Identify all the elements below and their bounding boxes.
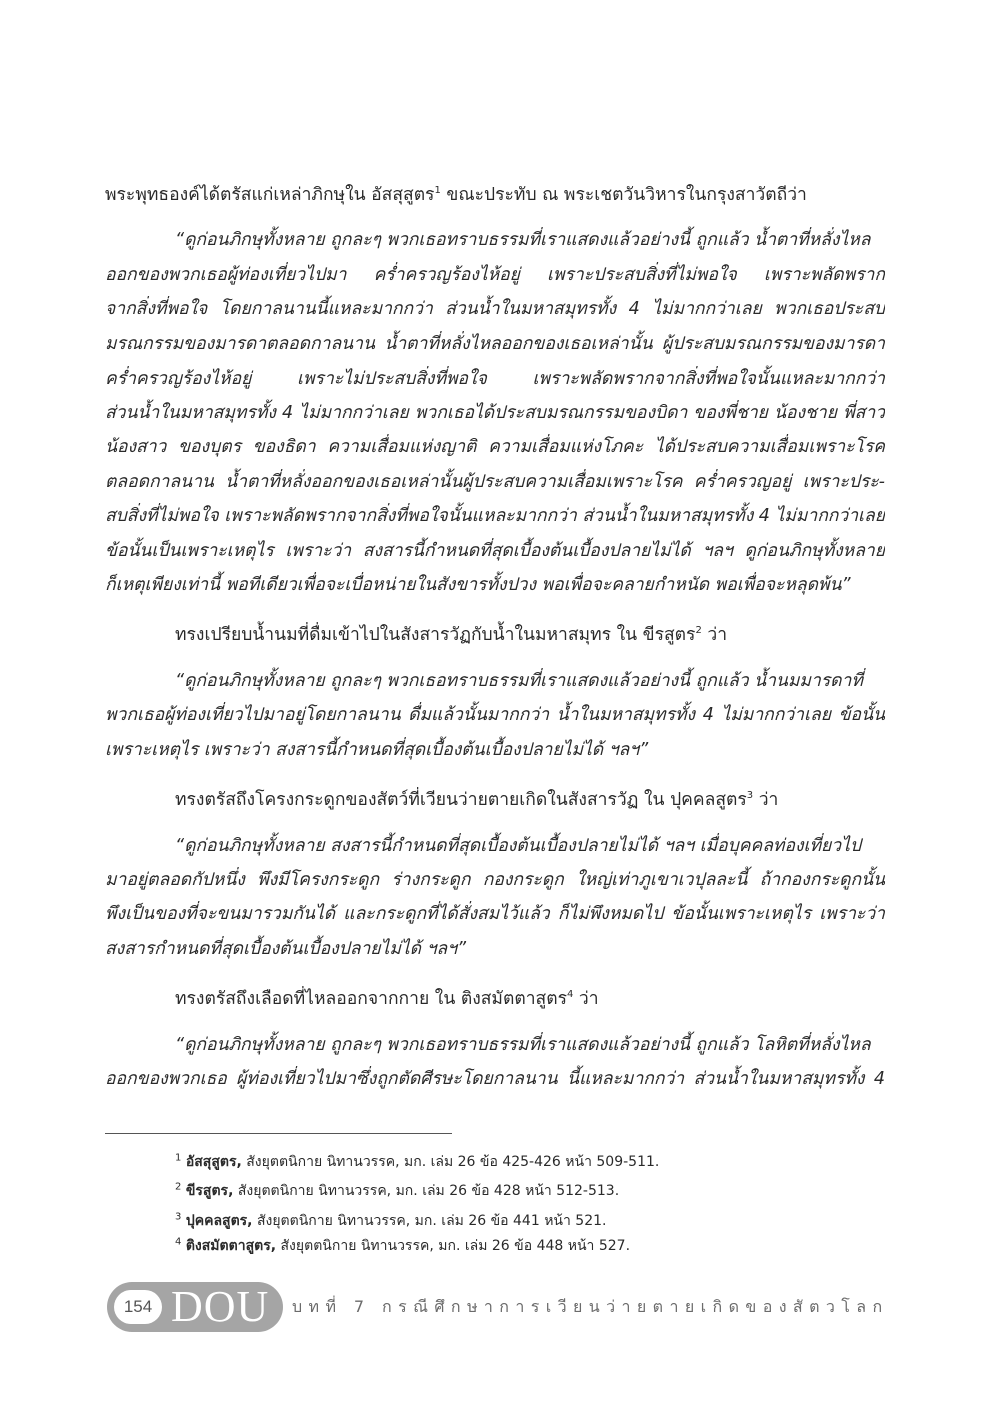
quote1-line: คร่ำครวญร้องไห้อยู่ เพราะไม่ประสบสิ่งที่พอใจ เพราะพลัดพรากจากสิ่งที่พอใจนั้นแหละมากกว่า [105, 369, 885, 389]
footnote-number: 3 [175, 1211, 182, 1223]
intro4-text: ทรงตรัสถึงเลือดที่ไหลออกจากกาย ใน ติงสมัตตาสูตร [175, 989, 567, 1009]
intro-paragraph-3 [175, 783, 885, 817]
footnote-text: สังยุตตนิกาย นิทานวรรค, มก. เล่ม 26 ข้อ 428 หน้า 512-513. [233, 1183, 620, 1199]
footnote-title: ติงสมัตตาสูตร, [185, 1238, 277, 1254]
intro3-text: ทรงตรัสถึงโครงกระดูกของสัตว์ที่เวียนว่ายตายเกิดในสังสารวัฏ ใน ปุคคลสูตร [175, 790, 747, 810]
footer-badge [107, 1282, 283, 1332]
quote3-line: พึงเป็นของที่จะขนมารวมกันได้ และกระดูกที่ได้สั่งสมไว้แล้ว ก็ไม่พึงหมดไป ข้อนั้นเพราะเหตุไร เพราะว่า [105, 904, 885, 924]
quote1-line: สบสิ่งที่ไม่พอใจ เพราะพลัดพรากจากสิ่งที่พอใจนั้นแหละมากกว่า ส่วนน้ำในมหาสมุทรทั้ง 4 ไม่มากกว่าเลย [105, 506, 885, 526]
footnote-ref-1[interactable]: 1 [434, 185, 441, 197]
footnote-ref-4[interactable]: 4 [566, 989, 574, 1001]
quote1-line: ก็เหตุเพียงเท่านี้ พอทีเดียวเพื่อจะเบื่อหน่ายในสังขารทั้งปวง พอเพื่อจะคลายกำหนัด พอเพื่อจะหลุดพ้น” [105, 575, 851, 595]
chapter-title: บทที่ 7 กรณีศึกษาการเวียนว่ายตายเกิดของสัตวโลก [292, 1297, 889, 1316]
quote4-line: ออกของพวกเธอ ผู้ท่องเที่ยวไปมาซึ่งถูกตัดศีรษะโดยกาลนาน นี้แหละมากกว่า ส่วนน้ำในมหาสมุทรทั้ง 4 [105, 1069, 885, 1089]
quote2-line: พวกเธอผู้ท่องเที่ยวไปมาอยู่โดยกาลนาน ดื่มแล้วนั้นมากกว่า น้ำในมหาสมุทรทั้ง 4 ไม่มากกว่าเลย ข้อนั้น [105, 705, 885, 725]
intro4-text-cont: ว่า [573, 989, 599, 1009]
footnote-divider [105, 1133, 452, 1134]
quote1-line: ข้อนั้นเป็นเพราะเหตุไร เพราะว่า สงสารนี้กำหนดที่สุดเบื้องต้นเบื้องปลายไม่ได้ ฯลฯ ดูก่อนภิกษุทั้งหลาย [105, 541, 885, 561]
intro-paragraph-1 [105, 178, 885, 212]
intro-text-cont: ขณะประทับ ณ พระเชตวันวิหารในกรุงสาวัตถีว่า [440, 185, 807, 205]
page-number: 154 [114, 1290, 162, 1324]
intro-text: พระพุทธองค์ได้ตรัสแก่เหล่าภิกษุใน อัสสุสูตร [105, 185, 435, 205]
quote1-line: ออกของพวกเธอผู้ท่องเที่ยวไปมา คร่ำครวญร้องไห้อยู่ เพราะประสบสิ่งที่ไม่พอใจ เพราะพลัดพราก [105, 265, 885, 285]
intro2-text-cont: ว่า [701, 625, 728, 645]
footnote-text: สังยุตตนิกาย นิทานวรรค, มก. เล่ม 26 ข้อ 448 หน้า 527. [276, 1238, 631, 1254]
intro3-text-cont: ว่า [753, 790, 779, 810]
dou-logo: DOU [171, 1282, 270, 1331]
intro-paragraph-4 [175, 982, 885, 1016]
intro2-text: ทรงเปรียบน้ำนมที่ดื่มเข้าไปในสังสารวัฏกับน้ำในมหาสมุทร ใน ขีรสูตร [175, 625, 696, 645]
footnote-text: สังยุตตนิกาย นิทานวรรค, มก. เล่ม 26 ข้อ 425-426 หน้า 509-511. [241, 1154, 660, 1170]
footnote-title: ขีรสูตร, [185, 1183, 234, 1199]
quote1-line: น้องสาว ของบุตร ของธิดา ความเสื่อมแห่งญาติ ความเสื่อมแห่งโภคะ ได้ประสบความเสื่อมเพราะโรค [105, 437, 885, 457]
quote3-line: มาอยู่ตลอดกัปหนึ่ง พึงมีโครงกระดูก ร่างกระดูก กองกระดูก ใหญ่เท่าภูเขาเวปุลละนี้ ถ้ากองกระดูกนั้น [105, 870, 885, 890]
intro-paragraph-2 [175, 618, 885, 652]
footnote-title: อัสสุสูตร, [185, 1154, 242, 1170]
quote4-line: “ดูก่อนภิกษุทั้งหลาย ถูกละๆ พวกเธอทราบธรรมที่เราแสดงแล้วอย่างนี้ ถูกแล้ว โลหิตที่หลั่งไหล [175, 1035, 871, 1055]
quote1-line: จากสิ่งที่พอใจ โดยกาลนานนี้แหละมากกว่า ส่วนน้ำในมหาสมุทรทั้ง 4 ไม่มากกว่าเลย พวกเธอประสบ [105, 299, 885, 319]
quote1-line: มรณกรรมของมารดาตลอดกาลนาน น้ำตาที่หลั่งไหลออกของเธอเหล่านั้น ผู้ประสบมรณกรรมของมารดา [105, 334, 885, 354]
quote3-line: “ดูก่อนภิกษุทั้งหลาย สงสารนี้กำหนดที่สุดเบื้องต้นเบื้องปลายไม่ได้ ฯลฯ เมื่อบุคคลท่องเที่ยวไป [175, 836, 862, 856]
footnote-3 [175, 1211, 895, 1231]
footnote-title: ปุคคลสูตร, [185, 1213, 253, 1229]
footnote-number: 1 [175, 1152, 182, 1164]
quote2-line: เพราะเหตุไร เพราะว่า สงสารนี้กำหนดที่สุดเบื้องต้นเบื้องปลายไม่ได้ ฯลฯ” [105, 740, 649, 760]
footnote-number: 4 [175, 1236, 182, 1248]
footnote-1 [175, 1152, 895, 1172]
footnote-ref-2[interactable]: 2 [695, 625, 702, 637]
footnote-ref-3[interactable]: 3 [746, 790, 754, 802]
quote1-line: ตลอดกาลนาน น้ำตาที่หลั่งออกของเธอเหล่านั้นผู้ประสบความเสื่อมเพราะโรค คร่ำครวญอยู่ เพราะประ- [105, 472, 885, 492]
footnote-4 [175, 1236, 895, 1256]
footnote-number: 2 [175, 1181, 182, 1193]
quote3-line: สงสารกำหนดที่สุดเบื้องต้นเบื้องปลายไม่ได้ ฯลฯ” [105, 939, 467, 959]
quote2-line: “ดูก่อนภิกษุทั้งหลาย ถูกละๆ พวกเธอทราบธรรมที่เราแสดงแล้วอย่างนี้ ถูกแล้ว น้ำนมมารดาที่ [175, 671, 863, 691]
footnote-text: สังยุตตนิกาย นิทานวรรค, มก. เล่ม 26 ข้อ 441 หน้า 521. [252, 1213, 607, 1229]
quote1-line: “ดูก่อนภิกษุทั้งหลาย ถูกละๆ พวกเธอทราบธรรมที่เราแสดงแล้วอย่างนี้ ถูกแล้ว น้ำตาที่หลั่งไหล [175, 230, 871, 250]
quote1-line: ส่วนน้ำในมหาสมุทรทั้ง 4 ไม่มากกว่าเลย พวกเธอได้ประสบมรณกรรมของบิดา ของพี่ชาย น้องชาย พี่สาว [105, 403, 885, 423]
footnote-2 [175, 1181, 895, 1201]
